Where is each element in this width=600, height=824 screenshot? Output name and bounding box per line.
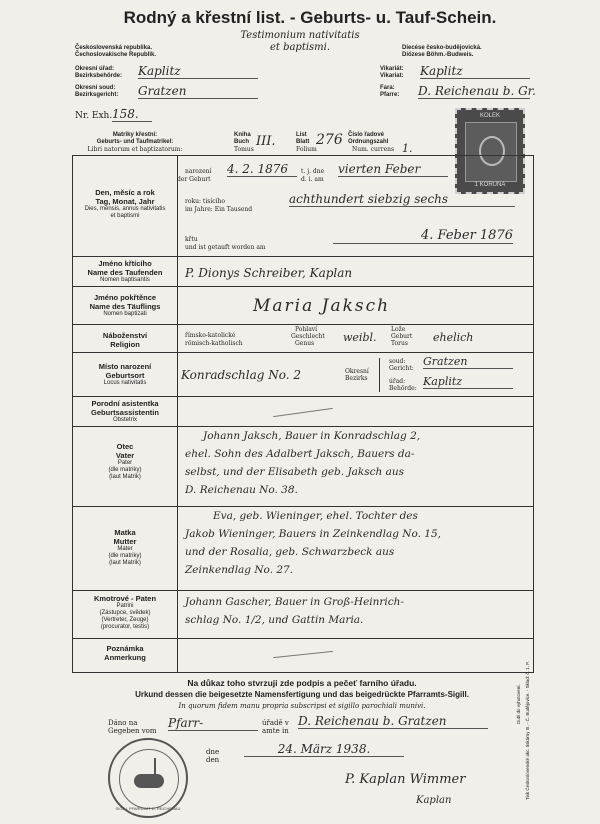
pfarre-label: Pfarre: (380, 92, 400, 98)
religion-de: römisch-katholisch (185, 340, 243, 347)
stamp-text-top: KOLEK (479, 113, 500, 119)
bezirks-label: Bezirks (345, 375, 368, 382)
label-column-divider (177, 156, 178, 672)
buch-label: Buch (234, 139, 249, 145)
father-label-note-cz: (dle matriky) (108, 467, 142, 473)
godparents-label-note-cz: (Zástupce, svědek) (99, 610, 151, 616)
religion-label-cz: Náboženství (102, 331, 148, 340)
okresni-label: Okresní (345, 368, 369, 375)
pohlavi-label: Pohlaví (295, 326, 318, 333)
midwife-label-de: Geburtsassistentin (91, 408, 159, 417)
loze-label: Lože (391, 326, 406, 333)
list-label: List (296, 132, 307, 138)
mother-label-la: Mater (117, 546, 133, 552)
dano-value: Pfarr- (168, 716, 258, 731)
religion-label-de: Religion (110, 340, 140, 349)
godparents-label-cz: Kmotrové - Paten (93, 594, 157, 603)
date-label-de: Tag, Monat, Jahr (95, 197, 155, 206)
vikariat-label: Vikariát: (380, 66, 404, 72)
geschlecht-label: Geschlecht (291, 333, 325, 340)
roku-value: achthundert siebzig sechs (289, 192, 515, 207)
document-title: Rodný a křestní list. - Geburts- u. Tauf-Schein. (123, 8, 497, 27)
row-divider (73, 286, 533, 287)
godparents-label-note-la: (procurator, testis) (100, 624, 150, 630)
row-divider (73, 352, 533, 353)
father-line-4: D. Reichenau No. 38. (185, 484, 298, 496)
getauft-label: und ist getauft worden am (185, 244, 266, 251)
row-divider (73, 256, 533, 257)
baptized-value: Maria Jaksch (253, 296, 391, 316)
godparents-label-la: Patrini (116, 603, 134, 609)
cislo-value: 1. (402, 142, 413, 155)
blatt-label: Blatt (296, 139, 310, 145)
okres-soud-value: Gratzen (138, 84, 258, 99)
side-note-left: Dubl do vyhotovení. (516, 684, 521, 724)
father-label-de: Vater (115, 451, 135, 460)
godparents-line-2: schlag No. 1/2, und Gattin Maria. (185, 614, 364, 626)
remark-label-cz: Poznámka (106, 644, 144, 653)
den-label: den (206, 756, 220, 764)
footer-line-3: In quorum fidem manu propria subscripsi et sigillo parochiali munivi. (178, 702, 426, 710)
father-label-cz: Otec (116, 442, 134, 451)
mother-row-label (73, 528, 177, 567)
date-label-la: Dies, mensis, annus nativitatis et baptismi (84, 206, 166, 219)
urade-value: D. Reichenau b. Gratzen (298, 714, 488, 729)
baptized-row-label (73, 293, 177, 318)
mother-label-cz: Matka (114, 528, 136, 537)
godparents-line-1: Johann Gascher, Bauer in Groß-Heinrich- (185, 596, 404, 608)
record-table (72, 155, 534, 673)
kniha-value: III. (256, 134, 276, 149)
midwife-label-cz: Porodní asistentka (91, 399, 159, 408)
father-line-3: selbst, und der Elisabeth geb. Jaksch aus (185, 466, 405, 478)
father-label-note-de: (laut Matrik) (109, 474, 141, 480)
row-divider (73, 638, 533, 639)
mother-line-2: Jakob Wieninger, Bauers in Zeinkendlag No. 15, (185, 528, 441, 540)
father-label-la: Pater (117, 460, 133, 466)
diocese-de: Diözese Böhm.-Budweis. (402, 52, 474, 58)
mother-label-note-cz: (dle matriky) (108, 553, 142, 559)
midwife-dash (273, 408, 333, 417)
seal-lamb-icon (134, 774, 164, 788)
exh-label: Nr. Exh. (75, 111, 113, 121)
im-jahre-label: im Jahre: Ein Tausend (185, 206, 253, 213)
krtu-label: křtu (185, 236, 198, 243)
folium-label: Folium (296, 146, 317, 153)
baptized-label-la: Nomen baptizati (103, 311, 147, 317)
father-line-1: Johann Jaksch, Bauer in Konradschlag 2, (203, 430, 421, 442)
document-subtitle-2: et baptismi. (269, 42, 331, 53)
signature-title: Kaplan (416, 795, 452, 806)
birthplace-label-la: Locus nativitatis (103, 380, 147, 386)
birthplace-label-cz: Místo narození (98, 362, 152, 371)
issue-date-value: 24. März 1938. (244, 742, 404, 757)
baptized-label-cz: Jméno pokřtěnce (93, 293, 157, 302)
okres-soud-label: Okresní soud: (75, 85, 116, 91)
baptizer-label-de: Name des Taufenden (87, 268, 163, 277)
torus-label: Torus (391, 340, 408, 347)
date-label-cz: Den, měsíc a rok (95, 188, 155, 197)
footer-line-1: Na důkaz toho stvrzuji zde podpis a pečeť farního úřadu. (187, 678, 417, 688)
krtu-value: 4. Feber 1876 (333, 228, 513, 244)
father-line-2: ehel. Sohn des Adalbert Jaksch, Bauers da- (185, 448, 415, 460)
numcurrens-label: Num. currens (352, 146, 395, 153)
birthplace-row-label (73, 362, 177, 387)
seal-cross-icon (154, 758, 156, 774)
republic-de: Čechoslovakische Republik. (75, 52, 157, 58)
dano-label: Dáno na (108, 719, 138, 727)
ordnungszahl-label: Ordnungszahl (348, 139, 389, 145)
religion-row-label (73, 331, 177, 349)
behorde-label: Behörde: (389, 385, 417, 392)
mother-line-1: Eva, geb. Wieninger, ehel. Tochter des (213, 510, 418, 522)
side-note-right: Tisk Československé akc. tiskárny III. - Č. Budějovice. - Sklad: č. 1. P. (525, 661, 530, 800)
signature: P. Kaplan Wimmer (345, 772, 466, 787)
row-divider (73, 324, 533, 325)
matriky-label-1: Matriky křestní: (112, 132, 158, 138)
urade-label: úřadě v (262, 719, 289, 727)
soud-value: Gratzen (423, 355, 513, 369)
document-subtitle-1: Testimonium nativitatis (240, 30, 360, 41)
vikariat-de-label: Vikariat: (380, 73, 404, 79)
baptizer-value: P. Dionys Schreiber, Kaplan (185, 266, 353, 280)
baptizer-label-cz: Jméno křtícího (98, 259, 152, 268)
fara-label: Fara: (380, 85, 395, 91)
soud-label: soud: (389, 358, 406, 365)
godparents-row-label (73, 594, 177, 631)
narozeni-value: 4. 2. 1876 (227, 162, 297, 177)
row-divider (73, 590, 533, 591)
dne-label: dne (206, 748, 220, 756)
bezirksbehorde-label: Bezirksbehörde: (75, 73, 123, 79)
diocese-cz: Diecése česko-budějovická. (402, 45, 482, 51)
stamp-text-bottom: 1 KORUNA (474, 182, 506, 188)
genus-label: Genus (295, 340, 315, 347)
baptizer-label-la: Nomen baptisantis (100, 277, 150, 283)
row-divider (73, 426, 533, 427)
tj-dne-label: t. j. dne (301, 168, 325, 175)
okres-urad-label: Okresní úřad: (75, 66, 115, 72)
mother-line-4: Zeinkendlag No. 27. (185, 564, 294, 576)
list-value: 276 (316, 132, 343, 148)
fara-value: D. Reichenau b. Gr. (418, 84, 536, 98)
date-row-label (73, 188, 177, 220)
cislo-label: Číslo řadové (348, 132, 385, 138)
mother-label-note-de: (laut Matrik) (109, 560, 141, 566)
godparents-label-note-de: (Vertreter, Zeuge) (101, 617, 149, 623)
pohlavi-value: weibl. (343, 331, 377, 344)
dne-value: vierten Feber (338, 162, 448, 177)
bezirksgericht-label: Bezirksgericht: (75, 92, 119, 98)
dh-am-label: d. i. am (301, 176, 324, 183)
mother-label-de: Mutter (113, 537, 137, 546)
roku-label: roku: tisícího (185, 198, 225, 205)
row-divider (73, 396, 533, 397)
republic-cz: Československá republika. (75, 45, 153, 51)
amte-label: amte in (262, 727, 289, 735)
matriky-label-3: Libri natorum et baptizatorum: (87, 146, 183, 153)
footer-line-2: Urkund dessen die beigesetzte Namensfertigung und das beigedrückte Pfarramts-Sigill. (135, 690, 469, 699)
remark-row-label (73, 644, 177, 662)
gericht-label: Gericht: (389, 365, 414, 372)
midwife-row-label (73, 399, 177, 424)
birthplace-value: Konradschlag No. 2 (181, 368, 302, 382)
mother-line-3: und der Rosalia, geb. Schwarzbeck aus (185, 546, 395, 558)
row-divider (73, 506, 533, 507)
exh-value: 158. (112, 107, 152, 122)
okres-brace (379, 358, 384, 392)
loze-value: ehelich (433, 331, 474, 344)
narozeni-label: narození (185, 168, 212, 175)
okres-urad-value: Kaplitz (138, 64, 258, 79)
tomus-label: Tomus (234, 146, 254, 153)
kniha-label: Kniha (234, 132, 251, 138)
baptized-label-de: Name des Täuflings (89, 302, 161, 311)
geburt-label: Geburt (391, 333, 413, 340)
remark-label-de: Anmerkung (104, 653, 146, 662)
urad-value: Kaplitz (423, 375, 513, 389)
father-row-label (73, 442, 177, 481)
baptizer-row-label (73, 259, 177, 284)
remark-dash (273, 651, 333, 658)
gegeben-label: Gegeben vom (108, 727, 157, 735)
vikariat-value: Kaplitz (420, 64, 530, 79)
parish-seal (108, 738, 188, 818)
seal-text: SIGILL PFARRAMT D. REICHENAU (115, 806, 181, 811)
urad-label: úřad: (389, 378, 406, 385)
der-geburt-label: der Geburt (177, 176, 211, 183)
midwife-label-la: Obstetrix (112, 417, 137, 423)
matriky-label-2: Geburts- und Taufmatrikel: (96, 139, 174, 145)
religion-cz: římsko-katolické (185, 332, 236, 339)
birthplace-label-de: Geburtsort (105, 371, 145, 380)
